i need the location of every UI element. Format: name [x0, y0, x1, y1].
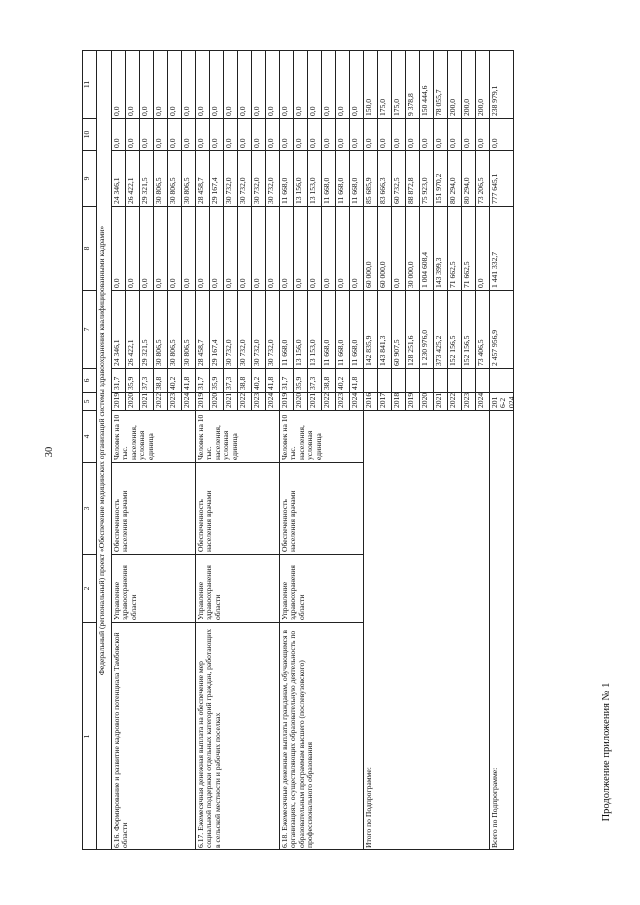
- column-number-header: 6: [82, 368, 97, 392]
- amount-mun: 0,0: [476, 118, 490, 150]
- indicator-value: 40,2: [336, 368, 350, 392]
- amount-mun: 0,0: [168, 118, 182, 150]
- amount-reg: 11 668,0: [350, 150, 364, 206]
- amount-fed: 60 000,0: [378, 206, 392, 290]
- amount-other: 0,0: [266, 50, 280, 118]
- indicator-value: 37,3: [140, 368, 154, 392]
- amount-fed: 1 004 608,4: [420, 206, 434, 290]
- appendix-continuation-title: Продолжение приложения № 1: [600, 682, 612, 822]
- amount-other: 0,0: [322, 50, 336, 118]
- amount-mun: 0,0: [448, 118, 462, 150]
- amount-reg: 30 732,0: [252, 150, 266, 206]
- indicator-value: 41,8: [266, 368, 280, 392]
- total-amount-other: 238 979,1: [490, 50, 514, 118]
- amount-reg: 85 685,9: [364, 150, 378, 206]
- column-number-header: 10: [82, 118, 97, 150]
- amount-mun: 0,0: [322, 118, 336, 150]
- year-cell: 2017: [378, 392, 392, 410]
- empty-indicator: [490, 368, 514, 392]
- amount-total: 13 156,0: [294, 290, 308, 368]
- empty-indicator: [364, 368, 378, 392]
- year-cell: 2022: [448, 392, 462, 410]
- total-amount-total: 2 457 956,9: [490, 290, 514, 368]
- measure-name: 6.17. Ежемесячная денежная выплата на обеспечение мер социальной поддержки отдельных категорий граждан, работающих в сельской местности и рабочих поселках: [196, 622, 280, 850]
- column-number-header: 4: [82, 410, 97, 462]
- measure-name: 6.18. Ежемесячные денежные выплаты гражданам, обучающимся в организациях, осуществляющих образовательную деятельность по образовательным программам высшего (послевузовского) профессионального образования: [280, 622, 364, 850]
- amount-mun: 0,0: [252, 118, 266, 150]
- empty-indicator: [462, 368, 476, 392]
- year-cell: 2019: [280, 392, 294, 410]
- amount-other: 0,0: [168, 50, 182, 118]
- amount-fed: 0,0: [210, 206, 224, 290]
- total-period: 2016-2024: [490, 392, 514, 410]
- amount-total: 26 422,1: [126, 290, 140, 368]
- empty-indicator: [420, 368, 434, 392]
- amount-other: 0,0: [280, 50, 294, 118]
- measure-name: 6.16. Формирование и развитие кадрового потенциала Тамбовской области: [112, 622, 196, 850]
- indicator-value: 38,8: [154, 368, 168, 392]
- amount-other: 0,0: [126, 50, 140, 118]
- column-number-header: 3: [82, 462, 97, 554]
- empty-indicator: [406, 368, 420, 392]
- amount-total: 24 346,1: [112, 290, 126, 368]
- amount-mun: 0,0: [294, 118, 308, 150]
- amount-total: 28 458,7: [196, 290, 210, 368]
- indicator-value: 37,3: [308, 368, 322, 392]
- amount-mun: 0,0: [154, 118, 168, 150]
- amount-mun: 0,0: [378, 118, 392, 150]
- amount-fed: 0,0: [294, 206, 308, 290]
- amount-fed: 0,0: [266, 206, 280, 290]
- indicator-name: Обеспеченность населения врачами: [280, 462, 364, 554]
- amount-fed: 71 662,5: [448, 206, 462, 290]
- amount-fed: 0,0: [476, 206, 490, 290]
- empty-indicator: [434, 368, 448, 392]
- year-cell: 2020: [294, 392, 308, 410]
- year-cell: 2019: [196, 392, 210, 410]
- amount-reg: 30 732,0: [266, 150, 280, 206]
- column-number-header: 8: [82, 206, 97, 290]
- amount-other: 150 444,6: [420, 50, 434, 118]
- amount-mun: 0,0: [434, 118, 448, 150]
- year-cell: 2022: [322, 392, 336, 410]
- column-number-header: 1: [82, 622, 97, 850]
- amount-reg: 11 668,0: [336, 150, 350, 206]
- amount-fed: 0,0: [154, 206, 168, 290]
- amount-fed: 0,0: [126, 206, 140, 290]
- amount-other: 0,0: [238, 50, 252, 118]
- column-number-header: 2: [82, 554, 97, 622]
- year-cell: 2023: [462, 392, 476, 410]
- amount-reg: 13 153,0: [308, 150, 322, 206]
- amount-fed: 60 000,0: [364, 206, 378, 290]
- amount-total: 11 668,0: [336, 290, 350, 368]
- amount-total: 73 406,5: [476, 290, 490, 368]
- amount-other: 175,0: [378, 50, 392, 118]
- amount-mun: 0,0: [462, 118, 476, 150]
- amount-total: 30 732,0: [266, 290, 280, 368]
- unit-of-measure: Человек на 10 тыс. населения, условная единица: [196, 410, 280, 462]
- amount-reg: 30 806,5: [182, 150, 196, 206]
- indicator-value: 31,7: [112, 368, 126, 392]
- amount-total: 29 321,5: [140, 290, 154, 368]
- amount-other: 0,0: [350, 50, 364, 118]
- budget-table: [82, 50, 602, 850]
- amount-total: 143 841,3: [378, 290, 392, 368]
- year-cell: 2024: [266, 392, 280, 410]
- amount-fed: 0,0: [280, 206, 294, 290]
- amount-reg: 88 872,8: [406, 150, 420, 206]
- amount-other: 0,0: [196, 50, 210, 118]
- amount-total: 30 806,5: [182, 290, 196, 368]
- amount-other: 78 055,7: [434, 50, 448, 118]
- amount-mun: 0,0: [182, 118, 196, 150]
- amount-mun: 0,0: [224, 118, 238, 150]
- amount-mun: 0,0: [266, 118, 280, 150]
- indicator-value: 38,8: [322, 368, 336, 392]
- amount-fed: 30 000,0: [406, 206, 420, 290]
- amount-total: 29 167,4: [210, 290, 224, 368]
- amount-reg: 60 732,5: [392, 150, 406, 206]
- amount-total: 11 668,0: [350, 290, 364, 368]
- amount-mun: 0,0: [238, 118, 252, 150]
- section-banner: Федеральный (региональный) проект «Обеспечение медицинских организаций системы здравоохранения квалифицированными кадрами»: [97, 50, 112, 850]
- grand-total-label: Всего по Подпрограмме:: [490, 410, 514, 850]
- year-cell: 2024: [350, 392, 364, 410]
- year-cell: 2023: [336, 392, 350, 410]
- amount-reg: 73 206,5: [476, 150, 490, 206]
- responsible-executor: Управление здравоохранения области: [196, 554, 280, 622]
- indicator-value: 41,8: [350, 368, 364, 392]
- amount-mun: 0,0: [308, 118, 322, 150]
- amount-reg: 80 294,0: [448, 150, 462, 206]
- amount-mun: 0,0: [140, 118, 154, 150]
- year-cell: 2019: [406, 392, 420, 410]
- amount-total: 30 732,0: [224, 290, 238, 368]
- amount-other: 200,0: [476, 50, 490, 118]
- indicator-value: 35,9: [126, 368, 140, 392]
- total-amount-mun: 0,0: [490, 118, 514, 150]
- indicator-value: 31,7: [196, 368, 210, 392]
- column-number-header: 5: [82, 392, 97, 410]
- amount-reg: 30 732,0: [224, 150, 238, 206]
- indicator-value: 37,3: [224, 368, 238, 392]
- year-cell: 2023: [168, 392, 182, 410]
- year-cell: 2016: [364, 392, 378, 410]
- amount-total: 152 156,5: [462, 290, 476, 368]
- amount-mun: 0,0: [126, 118, 140, 150]
- amount-total: 373 425,2: [434, 290, 448, 368]
- amount-other: 0,0: [224, 50, 238, 118]
- empty-indicator: [392, 368, 406, 392]
- amount-fed: 0,0: [196, 206, 210, 290]
- total-amount-fed: 1 441 332,7: [490, 206, 514, 290]
- indicator-value: 40,2: [168, 368, 182, 392]
- amount-total: 1 230 976,0: [420, 290, 434, 368]
- amount-reg: 11 668,0: [322, 150, 336, 206]
- amount-reg: 26 422,1: [126, 150, 140, 206]
- amount-mun: 0,0: [210, 118, 224, 150]
- amount-other: 0,0: [154, 50, 168, 118]
- column-number-header: 11: [82, 50, 97, 118]
- amount-other: 200,0: [462, 50, 476, 118]
- amount-other: 0,0: [182, 50, 196, 118]
- unit-of-measure: Человек на 10 тыс. населения, условная единица: [112, 410, 196, 462]
- amount-reg: 11 668,0: [280, 150, 294, 206]
- amount-other: 0,0: [294, 50, 308, 118]
- amount-total: 30 732,0: [252, 290, 266, 368]
- amount-fed: 0,0: [238, 206, 252, 290]
- amount-fed: 0,0: [308, 206, 322, 290]
- amount-mun: 0,0: [336, 118, 350, 150]
- amount-other: 175,0: [392, 50, 406, 118]
- year-cell: 2020: [126, 392, 140, 410]
- amount-other: 0,0: [308, 50, 322, 118]
- amount-total: 30 806,5: [168, 290, 182, 368]
- year-cell: 2024: [182, 392, 196, 410]
- year-cell: 2018: [392, 392, 406, 410]
- amount-total: 30 806,5: [154, 290, 168, 368]
- amount-mun: 0,0: [392, 118, 406, 150]
- total-amount-reg: 777 645,1: [490, 150, 514, 206]
- amount-other: 0,0: [140, 50, 154, 118]
- column-number-header: 7: [82, 290, 97, 368]
- amount-fed: 0,0: [252, 206, 266, 290]
- indicator-value: 38,8: [238, 368, 252, 392]
- year-cell: 2021: [308, 392, 322, 410]
- amount-reg: 80 294,0: [462, 150, 476, 206]
- amount-fed: 0,0: [112, 206, 126, 290]
- empty-indicator: [476, 368, 490, 392]
- amount-total: 11 668,0: [280, 290, 294, 368]
- amount-other: 0,0: [210, 50, 224, 118]
- amount-mun: 0,0: [406, 118, 420, 150]
- year-cell: 2024: [476, 392, 490, 410]
- amount-mun: 0,0: [350, 118, 364, 150]
- responsible-executor: Управление здравоохранения области: [112, 554, 196, 622]
- amount-other: 0,0: [252, 50, 266, 118]
- amount-total: 60 907,5: [392, 290, 406, 368]
- unit-of-measure: Человек на 10 тыс. населения, условная единица: [280, 410, 364, 462]
- year-cell: 2023: [252, 392, 266, 410]
- year-cell: 2021: [140, 392, 154, 410]
- indicator-value: 35,9: [210, 368, 224, 392]
- amount-total: 30 732,0: [238, 290, 252, 368]
- amount-mun: 0,0: [420, 118, 434, 150]
- amount-fed: 0,0: [336, 206, 350, 290]
- amount-reg: 24 346,1: [112, 150, 126, 206]
- amount-mun: 0,0: [112, 118, 126, 150]
- amount-reg: 75 923,0: [420, 150, 434, 206]
- year-cell: 2022: [238, 392, 252, 410]
- amount-other: 9 378,8: [406, 50, 420, 118]
- amount-total: 11 668,0: [322, 290, 336, 368]
- year-cell: 2019: [112, 392, 126, 410]
- page-number: 30: [43, 446, 55, 458]
- amount-reg: 30 732,0: [238, 150, 252, 206]
- amount-other: 0,0: [336, 50, 350, 118]
- amount-other: 150,0: [364, 50, 378, 118]
- amount-other: 0,0: [112, 50, 126, 118]
- amount-reg: 83 666,3: [378, 150, 392, 206]
- amount-fed: 0,0: [224, 206, 238, 290]
- empty-indicator: [448, 368, 462, 392]
- year-cell: 2020: [210, 392, 224, 410]
- empty-indicator: [378, 368, 392, 392]
- subtotal-label: Итого по Подпрограмме:: [364, 410, 490, 850]
- amount-reg: 29 321,5: [140, 150, 154, 206]
- amount-mun: 0,0: [280, 118, 294, 150]
- amount-total: 128 251,6: [406, 290, 420, 368]
- indicator-value: 35,9: [294, 368, 308, 392]
- amount-total: 142 835,9: [364, 290, 378, 368]
- amount-fed: 0,0: [392, 206, 406, 290]
- amount-reg: 151 970,2: [434, 150, 448, 206]
- year-cell: 2021: [434, 392, 448, 410]
- indicator-value: 41,8: [182, 368, 196, 392]
- amount-reg: 30 806,5: [168, 150, 182, 206]
- indicator-name: Обеспеченность населения врачами: [112, 462, 196, 554]
- amount-fed: 143 399,3: [434, 206, 448, 290]
- amount-reg: 28 458,7: [196, 150, 210, 206]
- year-cell: 2022: [154, 392, 168, 410]
- amount-reg: 29 167,4: [210, 150, 224, 206]
- amount-reg: 30 806,5: [154, 150, 168, 206]
- year-cell: 2020: [420, 392, 434, 410]
- amount-other: 200,0: [448, 50, 462, 118]
- responsible-executor: Управление здравоохранения области: [280, 554, 364, 622]
- column-number-header: 9: [82, 150, 97, 206]
- amount-fed: 0,0: [350, 206, 364, 290]
- amount-fed: 0,0: [168, 206, 182, 290]
- indicator-name: Обеспеченность населения врачами: [196, 462, 280, 554]
- amount-fed: 71 662,5: [462, 206, 476, 290]
- amount-mun: 0,0: [364, 118, 378, 150]
- year-cell: 2021: [224, 392, 238, 410]
- indicator-value: 40,2: [252, 368, 266, 392]
- amount-fed: 0,0: [140, 206, 154, 290]
- amount-total: 13 153,0: [308, 290, 322, 368]
- amount-mun: 0,0: [196, 118, 210, 150]
- amount-reg: 13 156,0: [294, 150, 308, 206]
- amount-total: 152 156,5: [448, 290, 462, 368]
- amount-fed: 0,0: [322, 206, 336, 290]
- amount-fed: 0,0: [182, 206, 196, 290]
- indicator-value: 31,7: [280, 368, 294, 392]
